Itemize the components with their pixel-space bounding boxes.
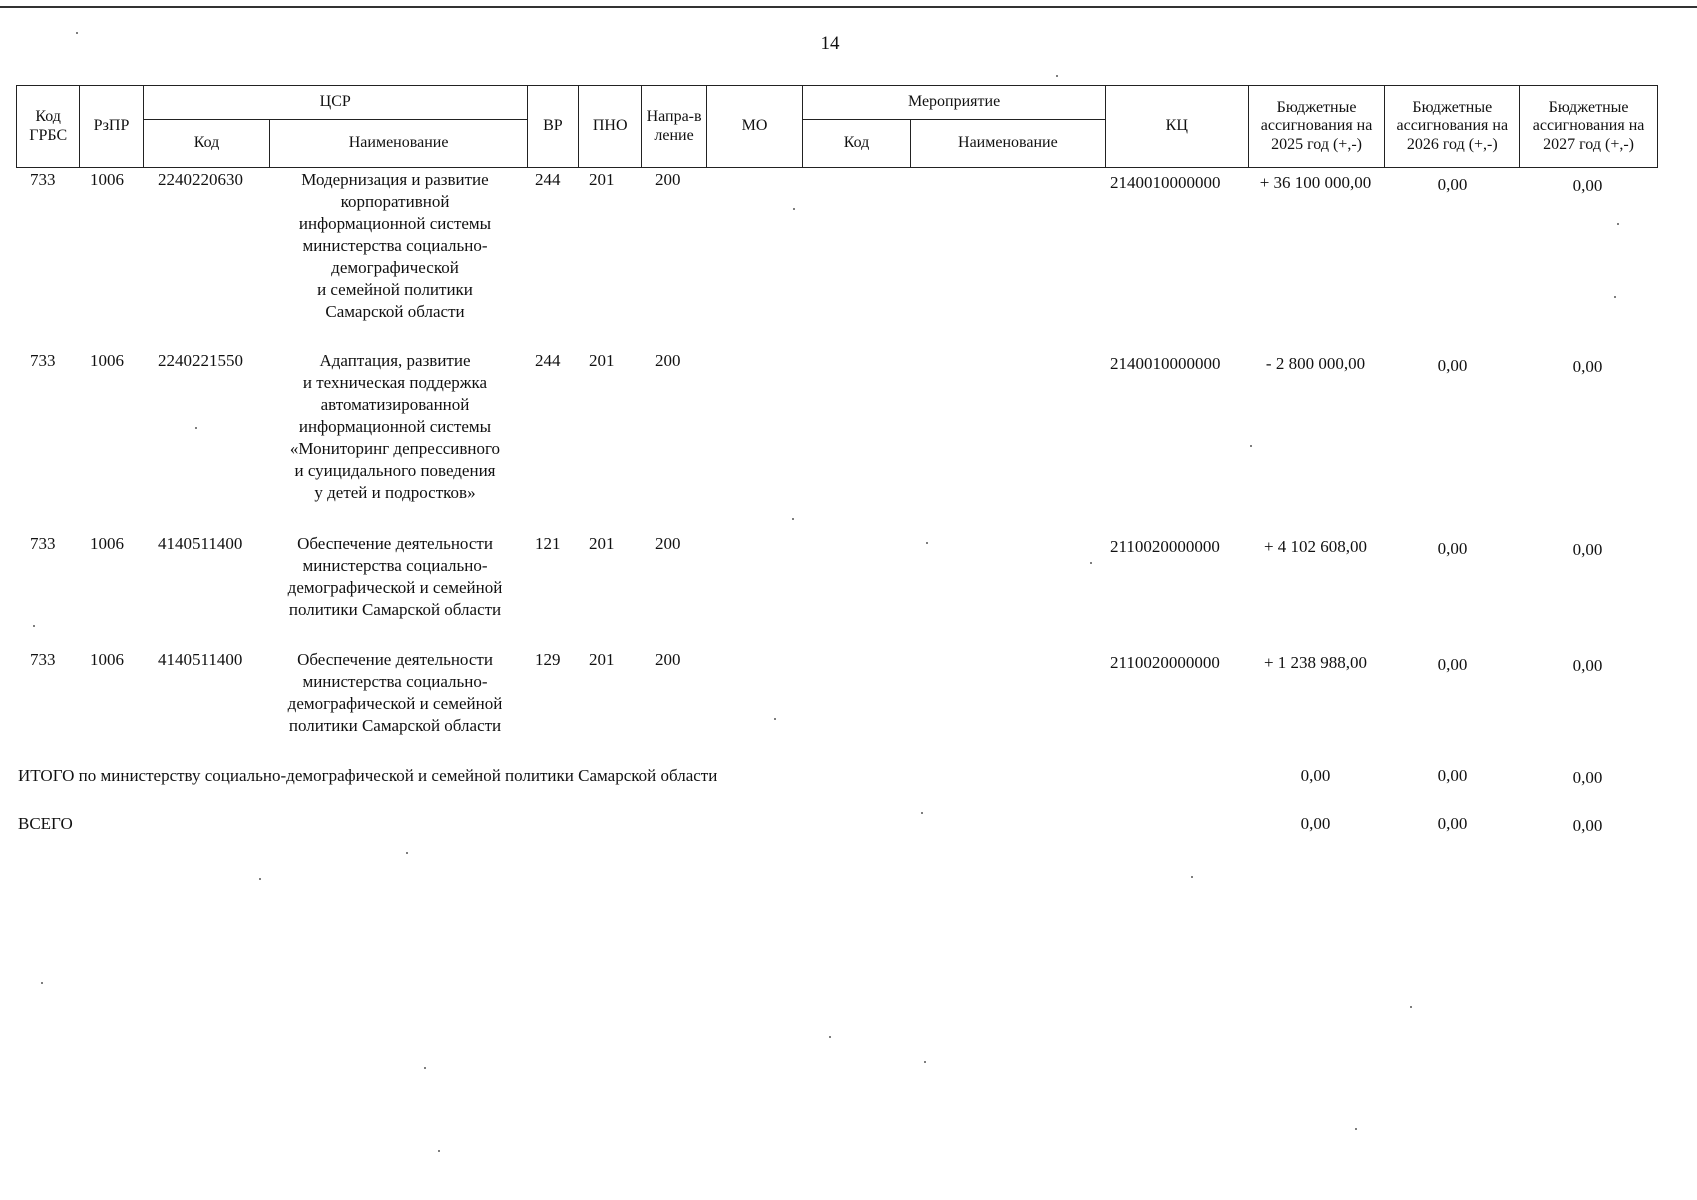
name-line: министерства социально- [302, 236, 488, 255]
cell-kc: 2140010000000 [1110, 173, 1221, 192]
header-pno: ПНО [579, 86, 642, 168]
scan-speck [1090, 562, 1092, 564]
cell-rzpr: 1006 [90, 170, 124, 189]
name-line: и техническая поддержка [302, 373, 488, 392]
name-line: у детей и подростков» [314, 483, 476, 502]
cell-csr-code: 2240221550 [158, 351, 243, 370]
cell-csr-code: 4140511400 [158, 650, 243, 669]
total-budget-2026: 0,00 [1437, 766, 1468, 785]
scan-speck [406, 852, 408, 854]
name-line: Обеспечение деятельности [297, 534, 493, 553]
cell-rzpr: 1006 [90, 650, 124, 669]
cell-pno: 201 [589, 534, 615, 553]
scan-speck [1056, 75, 1058, 77]
header-csr: ЦСР [143, 86, 527, 120]
cell-vr: 129 [535, 650, 561, 669]
cell-csr-name [280, 350, 510, 504]
scan-speck [926, 542, 928, 544]
scan-speck [438, 1150, 440, 1152]
scan-speck [1410, 1006, 1412, 1008]
name-line: информационной системы [298, 214, 492, 233]
cell-budget-2027: 0,00 [1572, 357, 1603, 376]
scan-speck [195, 427, 197, 429]
cell-budget-2026: 0,00 [1437, 655, 1468, 674]
cell-csr-code: 2240220630 [158, 170, 243, 189]
scan-speck [793, 208, 795, 210]
cell-kc: 2110020000000 [1110, 537, 1220, 556]
cell-budget-2027: 0,00 [1572, 176, 1603, 195]
scan-speck [921, 812, 923, 814]
total-budget-2027: 0,00 [1572, 816, 1603, 835]
cell-rzpr: 1006 [90, 534, 124, 553]
cell-budget-2027: 0,00 [1572, 540, 1603, 559]
cell-rzpr: 1006 [90, 351, 124, 370]
scan-speck [774, 718, 776, 720]
name-line: Модернизация и развитие [301, 170, 489, 189]
cell-direction: 200 [655, 351, 681, 370]
cell-budget-2025: + 4 102 608,00 [1263, 537, 1368, 556]
name-line: Самарской области [325, 302, 465, 321]
name-line: демографической [331, 258, 459, 277]
total-budget-2025: 0,00 [1300, 814, 1331, 833]
name-line: «Мониторинг депрессивного [289, 439, 501, 458]
cell-budget-2026: 0,00 [1437, 175, 1468, 194]
header-event-name: Наименование [910, 120, 1105, 168]
cell-vr: 244 [535, 351, 561, 370]
scan-speck [424, 1067, 426, 1069]
name-line: Обеспечение деятельности [297, 650, 493, 669]
name-line: и семейной политики [317, 280, 473, 299]
cell-kc: 2140010000000 [1110, 354, 1221, 373]
cell-csr-name [280, 169, 510, 323]
cell-pno: 201 [589, 170, 615, 189]
top-border-line [0, 6, 1697, 8]
header-rzpr: РзПР [80, 86, 143, 168]
scan-speck [1191, 876, 1193, 878]
name-line: Адаптация, развитие [319, 351, 471, 370]
header-direction: Напра-вление [642, 86, 706, 168]
scan-speck [76, 32, 78, 34]
cell-budget-2026: 0,00 [1437, 539, 1468, 558]
header-event: Мероприятие [803, 86, 1106, 120]
cell-pno: 201 [589, 351, 615, 370]
header-grbs: Код ГРБС [17, 86, 80, 168]
cell-csr-code: 4140511400 [158, 534, 243, 553]
cell-grbs: 733 [30, 170, 56, 189]
scan-speck [829, 1036, 831, 1038]
name-line: автоматизированной [320, 395, 470, 414]
header-mo: МО [706, 86, 803, 168]
header-budget-2025: Бюджетные ассигнования на 2025 год (+,-) [1248, 86, 1385, 168]
cell-direction: 200 [655, 170, 681, 189]
name-line: политики Самарской области [288, 716, 502, 735]
cell-vr: 244 [535, 170, 561, 189]
scan-speck [1614, 296, 1616, 298]
cell-budget-2025: - 2 800 000,00 [1265, 354, 1366, 373]
total-budget-2027: 0,00 [1572, 768, 1603, 787]
total-budget-2026: 0,00 [1437, 814, 1468, 833]
name-line: демографической и семейной [287, 694, 503, 713]
header-csr-code: Код [143, 120, 270, 168]
cell-csr-name [280, 533, 510, 621]
cell-budget-2027: 0,00 [1572, 656, 1603, 675]
name-line: информационной системы [298, 417, 492, 436]
scan-speck [1355, 1128, 1357, 1130]
scan-speck [41, 982, 43, 984]
header-vr: ВР [527, 86, 578, 168]
name-line: демографической и семейной [287, 578, 503, 597]
cell-kc: 2110020000000 [1110, 653, 1220, 672]
header-budget-2026: Бюджетные ассигнования на 2026 год (+,-) [1385, 86, 1520, 168]
cell-direction: 200 [655, 650, 681, 669]
cell-direction: 200 [655, 534, 681, 553]
scan-speck [33, 625, 35, 627]
cell-budget-2025: + 1 238 988,00 [1263, 653, 1368, 672]
total-label: ВСЕГО [18, 814, 73, 833]
scan-speck [1250, 445, 1252, 447]
cell-vr: 121 [535, 534, 561, 553]
header-event-code: Код [803, 120, 911, 168]
cell-pno: 201 [589, 650, 615, 669]
header-kc: КЦ [1105, 86, 1248, 168]
name-line: политики Самарской области [288, 600, 502, 619]
name-line: и суицидального поведения [294, 461, 496, 480]
page-number: 14 [820, 33, 840, 54]
cell-budget-2025: + 36 100 000,00 [1259, 173, 1372, 192]
cell-grbs: 733 [30, 650, 56, 669]
scan-speck [792, 518, 794, 520]
cell-csr-name [280, 649, 510, 737]
name-line: корпоративной [340, 192, 450, 211]
total-budget-2025: 0,00 [1300, 766, 1331, 785]
scan-speck [259, 878, 261, 880]
scan-speck [1617, 223, 1619, 225]
header-csr-name: Наименование [270, 120, 527, 168]
total-label: ИТОГО по министерству социально-демографической и семейной политики Самарской области [18, 766, 718, 785]
cell-budget-2026: 0,00 [1437, 356, 1468, 375]
table-header [16, 85, 1658, 168]
header-budget-2027: Бюджетные ассигнования на 2027 год (+,-) [1520, 86, 1658, 168]
name-line: министерства социально- [302, 672, 488, 691]
scan-speck [924, 1061, 926, 1063]
cell-grbs: 733 [30, 351, 56, 370]
cell-grbs: 733 [30, 534, 56, 553]
name-line: министерства социально- [302, 556, 488, 575]
